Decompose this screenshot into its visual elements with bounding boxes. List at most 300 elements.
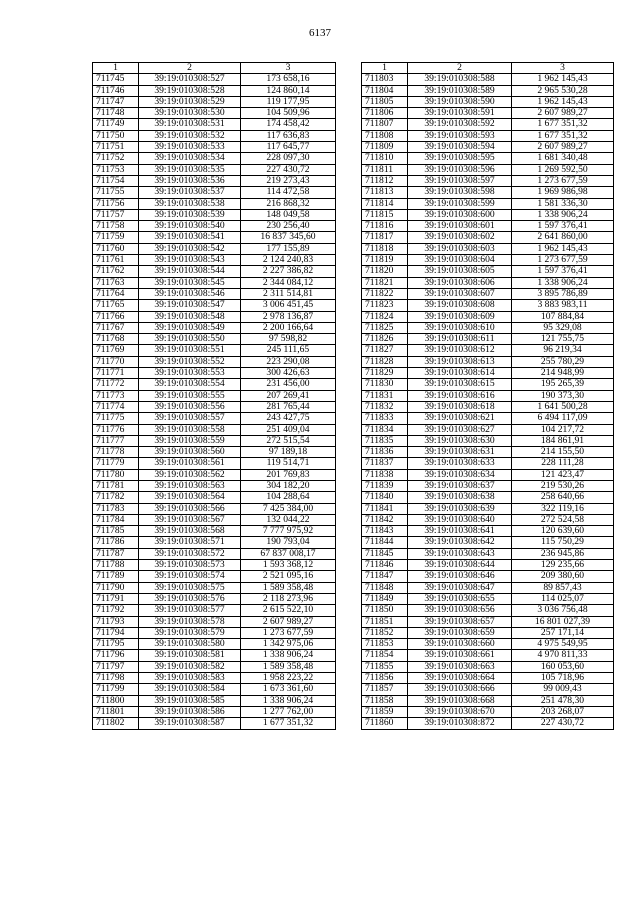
cadastral-number-cell: 39:19:010308:535 — [139, 164, 241, 175]
cadastral-number-cell: 39:19:010308:614 — [408, 368, 512, 379]
cadastral-number-cell: 39:19:010308:659 — [408, 627, 512, 638]
page-number: 6137 — [309, 27, 331, 39]
table-row — [362, 492, 614, 503]
table-row — [362, 311, 614, 322]
value-cell: 1 338 906,24 — [512, 209, 614, 220]
table-row — [93, 469, 336, 480]
value-cell: 1 273 677,59 — [512, 255, 614, 266]
table-row — [93, 266, 336, 277]
table-row — [93, 514, 336, 525]
value-cell: 251 409,04 — [241, 424, 336, 435]
row-number-cell: 711838 — [362, 469, 408, 480]
cadastral-number-cell: 39:19:010308:602 — [408, 232, 512, 243]
value-cell: 219 273,43 — [241, 175, 336, 186]
cadastral-number-cell: 39:19:010308:639 — [408, 503, 512, 514]
cadastral-number-cell: 39:19:010308:582 — [139, 661, 241, 672]
value-cell: 119 177,95 — [241, 96, 336, 107]
value-cell: 4 975 549,95 — [512, 639, 614, 650]
table-row — [362, 695, 614, 706]
cadastral-number-cell: 39:19:010308:610 — [408, 322, 512, 333]
table-row — [93, 277, 336, 288]
value-cell: 97 189,18 — [241, 447, 336, 458]
value-cell: 1 277 762,00 — [241, 706, 336, 717]
table-row — [93, 74, 336, 85]
table-row — [93, 221, 336, 232]
table-row — [93, 187, 336, 198]
table-row — [93, 255, 336, 266]
cadastral-number-cell: 39:19:010308:655 — [408, 593, 512, 604]
cadastral-number-cell: 39:19:010308:640 — [408, 514, 512, 525]
row-number-cell: 711820 — [362, 266, 408, 277]
value-cell: 148 049,58 — [241, 209, 336, 220]
value-cell: 201 769,83 — [241, 469, 336, 480]
value-cell: 132 044,22 — [241, 514, 336, 525]
row-number-cell: 711785 — [93, 526, 139, 537]
table-row — [93, 571, 336, 582]
value-cell: 272 524,58 — [512, 514, 614, 525]
table-row — [93, 548, 336, 559]
value-cell: 16 801 027,39 — [512, 616, 614, 627]
table-row — [93, 390, 336, 401]
row-number-cell: 711852 — [362, 627, 408, 638]
cadastral-number-cell: 39:19:010308:576 — [139, 593, 241, 604]
row-number-cell: 711745 — [93, 74, 139, 85]
value-cell: 105 718,96 — [512, 673, 614, 684]
table-row — [362, 560, 614, 571]
table-row — [362, 401, 614, 412]
cadastral-number-cell: 39:19:010308:542 — [139, 243, 241, 254]
cadastral-number-cell: 39:19:010308:663 — [408, 661, 512, 672]
cadastral-number-cell: 39:19:010308:670 — [408, 706, 512, 717]
row-number-cell: 711774 — [93, 401, 139, 412]
cadastral-number-cell: 39:19:010308:596 — [408, 164, 512, 175]
cadastral-number-cell: 39:19:010308:591 — [408, 108, 512, 119]
table-row — [362, 673, 614, 684]
cadastral-number-cell: 39:19:010308:587 — [139, 718, 241, 729]
row-number-cell: 711788 — [93, 560, 139, 571]
column-header: 3 — [512, 63, 614, 74]
value-cell: 129 235,66 — [512, 560, 614, 571]
row-number-cell: 711840 — [362, 492, 408, 503]
table-row — [93, 684, 336, 695]
table-row — [362, 379, 614, 390]
table-row — [362, 334, 614, 345]
row-number-cell: 711787 — [93, 548, 139, 559]
table-row — [93, 356, 336, 367]
table-row — [362, 96, 614, 107]
table-row — [362, 718, 614, 729]
value-cell: 245 111,65 — [241, 345, 336, 356]
cadastral-number-cell: 39:19:010308:584 — [139, 684, 241, 695]
row-number-cell: 711850 — [362, 605, 408, 616]
value-cell: 216 868,32 — [241, 198, 336, 209]
row-number-cell: 711777 — [93, 435, 139, 446]
row-number-cell: 711822 — [362, 288, 408, 299]
value-cell: 236 945,86 — [512, 548, 614, 559]
cadastral-number-cell: 39:19:010308:644 — [408, 560, 512, 571]
table-row — [362, 526, 614, 537]
value-cell: 119 514,71 — [241, 458, 336, 469]
cadastral-number-cell: 39:19:010308:666 — [408, 684, 512, 695]
cadastral-number-cell: 39:19:010308:534 — [139, 153, 241, 164]
cadastral-number-cell: 39:19:010308:588 — [408, 74, 512, 85]
value-cell: 2 311 514,81 — [241, 288, 336, 299]
row-number-cell: 711841 — [362, 503, 408, 514]
cadastral-number-cell: 39:19:010308:605 — [408, 266, 512, 277]
cadastral-number-cell: 39:19:010308:638 — [408, 492, 512, 503]
row-number-cell: 711846 — [362, 560, 408, 571]
value-cell: 190 793,04 — [241, 537, 336, 548]
table-row — [362, 187, 614, 198]
row-number-cell: 711799 — [93, 684, 139, 695]
row-number-cell: 711814 — [362, 198, 408, 209]
cadastral-number-cell: 39:19:010308:554 — [139, 379, 241, 390]
cadastral-number-cell: 39:19:010308:579 — [139, 627, 241, 638]
table-row — [93, 435, 336, 446]
row-number-cell: 711809 — [362, 142, 408, 153]
value-cell: 223 290,08 — [241, 356, 336, 367]
row-number-cell: 711805 — [362, 96, 408, 107]
table-row — [362, 368, 614, 379]
table-row — [362, 548, 614, 559]
row-number-cell: 711778 — [93, 447, 139, 458]
cadastral-number-cell: 39:19:010308:540 — [139, 221, 241, 232]
row-number-cell: 711766 — [93, 311, 139, 322]
value-cell: 3 883 983,11 — [512, 300, 614, 311]
row-number-cell: 711811 — [362, 164, 408, 175]
value-cell: 228 111,28 — [512, 458, 614, 469]
cadastral-number-cell: 39:19:010308:657 — [408, 616, 512, 627]
row-number-cell: 711781 — [93, 480, 139, 491]
table-row — [362, 413, 614, 424]
cadastral-number-cell: 39:19:010308:558 — [139, 424, 241, 435]
row-number-cell: 711823 — [362, 300, 408, 311]
table-row — [362, 74, 614, 85]
value-cell: 1 962 145,43 — [512, 243, 614, 254]
value-cell: 6 494 117,09 — [512, 413, 614, 424]
value-cell: 177 155,89 — [241, 243, 336, 254]
row-number-cell: 711756 — [93, 198, 139, 209]
row-number-cell: 711826 — [362, 334, 408, 345]
row-number-cell: 711773 — [93, 390, 139, 401]
row-number-cell: 711764 — [93, 288, 139, 299]
row-number-cell: 711825 — [362, 322, 408, 333]
table-row — [362, 255, 614, 266]
cadastral-number-cell: 39:19:010308:531 — [139, 119, 241, 130]
value-cell: 243 427,75 — [241, 413, 336, 424]
value-cell: 117 645,77 — [241, 142, 336, 153]
cadastral-number-cell: 39:19:010308:592 — [408, 119, 512, 130]
value-cell: 322 119,16 — [512, 503, 614, 514]
row-number-cell: 711819 — [362, 255, 408, 266]
table-row — [362, 300, 614, 311]
row-number-cell: 711828 — [362, 356, 408, 367]
cadastral-number-cell: 39:19:010308:634 — [408, 469, 512, 480]
value-cell: 227 430,72 — [241, 164, 336, 175]
table-row — [362, 639, 614, 650]
row-number-cell: 711803 — [362, 74, 408, 85]
cadastral-number-cell: 39:19:010308:580 — [139, 639, 241, 650]
cadastral-number-cell: 39:19:010308:594 — [408, 142, 512, 153]
value-cell: 107 884,84 — [512, 311, 614, 322]
table-row — [362, 288, 614, 299]
value-cell: 120 639,60 — [512, 526, 614, 537]
value-cell: 121 755,75 — [512, 334, 614, 345]
cadastral-number-cell: 39:19:010308:552 — [139, 356, 241, 367]
row-number-cell: 711794 — [93, 627, 139, 638]
value-cell: 1 673 361,60 — [241, 684, 336, 695]
value-cell: 1 677 351,32 — [241, 718, 336, 729]
table-row — [93, 706, 336, 717]
cadastral-number-cell: 39:19:010308:560 — [139, 447, 241, 458]
row-number-cell: 711762 — [93, 266, 139, 277]
row-number-cell: 711817 — [362, 232, 408, 243]
cadastral-number-cell: 39:19:010308:574 — [139, 571, 241, 582]
value-cell: 2 521 095,16 — [241, 571, 336, 582]
row-number-cell: 711789 — [93, 571, 139, 582]
value-cell: 1 273 677,59 — [241, 627, 336, 638]
row-number-cell: 711858 — [362, 695, 408, 706]
row-number-cell: 711843 — [362, 526, 408, 537]
cadastral-number-cell: 39:19:010308:586 — [139, 706, 241, 717]
row-number-cell: 711772 — [93, 379, 139, 390]
cadastral-number-cell: 39:19:010308:563 — [139, 480, 241, 491]
cadastral-number-cell: 39:19:010308:577 — [139, 605, 241, 616]
table-row — [362, 616, 614, 627]
cadastral-number-cell: 39:19:010308:661 — [408, 650, 512, 661]
cadastral-number-cell: 39:19:010308:528 — [139, 85, 241, 96]
table-row — [93, 198, 336, 209]
table-row — [93, 718, 336, 729]
cadastral-number-cell: 39:19:010308:631 — [408, 447, 512, 458]
row-number-cell: 711844 — [362, 537, 408, 548]
row-number-cell: 711801 — [93, 706, 139, 717]
cadastral-number-cell: 39:19:010308:647 — [408, 582, 512, 593]
table-row — [93, 537, 336, 548]
row-number-cell: 711856 — [362, 673, 408, 684]
row-number-cell: 711859 — [362, 706, 408, 717]
cadastral-number-cell: 39:19:010308:643 — [408, 548, 512, 559]
column-header: 2 — [408, 63, 512, 74]
column-header: 3 — [241, 63, 336, 74]
cadastral-number-cell: 39:19:010308:664 — [408, 673, 512, 684]
row-number-cell: 711770 — [93, 356, 139, 367]
table-row — [93, 480, 336, 491]
cadastral-number-cell: 39:19:010308:583 — [139, 673, 241, 684]
cadastral-number-cell: 39:19:010308:567 — [139, 514, 241, 525]
row-number-cell: 711854 — [362, 650, 408, 661]
value-cell: 1 338 906,24 — [241, 650, 336, 661]
cadastral-number-cell: 39:19:010308:599 — [408, 198, 512, 209]
cadastral-number-cell: 39:19:010308:593 — [408, 130, 512, 141]
row-number-cell: 711790 — [93, 582, 139, 593]
table-row — [93, 243, 336, 254]
value-cell: 258 640,66 — [512, 492, 614, 503]
cadastral-number-cell: 39:19:010308:660 — [408, 639, 512, 650]
cadastral-number-cell: 39:19:010308:613 — [408, 356, 512, 367]
cadastral-number-cell: 39:19:010308:598 — [408, 187, 512, 198]
value-cell: 1 269 592,50 — [512, 164, 614, 175]
row-number-cell: 711816 — [362, 221, 408, 232]
value-cell: 214 155,50 — [512, 447, 614, 458]
value-cell: 96 219,34 — [512, 345, 614, 356]
table-row — [93, 650, 336, 661]
cadastral-number-cell: 39:19:010308:533 — [139, 142, 241, 153]
column-header: 1 — [93, 63, 139, 74]
row-number-cell: 711746 — [93, 85, 139, 96]
value-cell: 231 456,00 — [241, 379, 336, 390]
cadastral-number-cell: 39:19:010308:571 — [139, 537, 241, 548]
table-row — [362, 435, 614, 446]
table-row — [362, 85, 614, 96]
table-row — [93, 582, 336, 593]
cadastral-number-cell: 39:19:010308:630 — [408, 435, 512, 446]
value-cell: 174 458,42 — [241, 119, 336, 130]
table-row — [362, 650, 614, 661]
table-header-row — [93, 63, 336, 74]
table-row — [362, 458, 614, 469]
table-row — [93, 424, 336, 435]
cadastral-number-cell: 39:19:010308:555 — [139, 390, 241, 401]
value-cell: 104 288,64 — [241, 492, 336, 503]
table-row — [362, 345, 614, 356]
value-cell: 7 777 975,92 — [241, 526, 336, 537]
cadastral-number-cell: 39:19:010308:564 — [139, 492, 241, 503]
cadastral-number-cell: 39:19:010308:566 — [139, 503, 241, 514]
value-cell: 1 958 223,22 — [241, 673, 336, 684]
table-row — [93, 492, 336, 503]
table-row — [93, 639, 336, 650]
table-row — [93, 153, 336, 164]
row-number-cell: 711836 — [362, 447, 408, 458]
value-cell: 114 025,07 — [512, 593, 614, 604]
cadastral-number-cell: 39:19:010308:616 — [408, 390, 512, 401]
value-cell: 1 962 145,43 — [512, 96, 614, 107]
row-number-cell: 711779 — [93, 458, 139, 469]
value-cell: 195 265,39 — [512, 379, 614, 390]
row-number-cell: 711771 — [93, 368, 139, 379]
cadastral-number-cell: 39:19:010308:572 — [139, 548, 241, 559]
cadastral-number-cell: 39:19:010308:601 — [408, 221, 512, 232]
table-row — [93, 232, 336, 243]
value-cell: 160 053,60 — [512, 661, 614, 672]
cadastral-number-cell: 39:19:010308:607 — [408, 288, 512, 299]
value-cell: 7 425 384,00 — [241, 503, 336, 514]
table-row — [93, 413, 336, 424]
row-number-cell: 711834 — [362, 424, 408, 435]
cadastral-number-cell: 39:19:010308:633 — [408, 458, 512, 469]
cadastral-number-cell: 39:19:010308:585 — [139, 695, 241, 706]
cadastral-number-cell: 39:19:010308:561 — [139, 458, 241, 469]
value-cell: 2 227 386,82 — [241, 266, 336, 277]
row-number-cell: 711848 — [362, 582, 408, 593]
table-row — [93, 142, 336, 153]
table-row — [93, 130, 336, 141]
value-cell: 95 329,08 — [512, 322, 614, 333]
table-row — [93, 311, 336, 322]
table-row — [93, 164, 336, 175]
value-cell: 16 837 345,60 — [241, 232, 336, 243]
row-number-cell: 711827 — [362, 345, 408, 356]
value-cell: 2 615 522,10 — [241, 605, 336, 616]
table-row — [362, 119, 614, 130]
row-number-cell: 711802 — [93, 718, 139, 729]
column-header: 1 — [362, 63, 408, 74]
value-cell: 121 423,47 — [512, 469, 614, 480]
value-cell: 1 589 358,48 — [241, 661, 336, 672]
row-number-cell: 711782 — [93, 492, 139, 503]
value-cell: 1 677 351,32 — [512, 119, 614, 130]
value-cell: 300 426,63 — [241, 368, 336, 379]
row-number-cell: 711769 — [93, 345, 139, 356]
cadastral-number-cell: 39:19:010308:527 — [139, 74, 241, 85]
row-number-cell: 711760 — [93, 243, 139, 254]
cadastral-number-cell: 39:19:010308:556 — [139, 401, 241, 412]
cadastral-number-cell: 39:19:010308:612 — [408, 345, 512, 356]
table-row — [362, 605, 614, 616]
table-row — [93, 627, 336, 638]
value-cell: 251 478,30 — [512, 695, 614, 706]
cadastral-number-cell: 39:19:010308:646 — [408, 571, 512, 582]
value-cell: 304 182,20 — [241, 480, 336, 491]
value-cell: 1 338 906,24 — [241, 695, 336, 706]
cadastral-number-cell: 39:19:010308:549 — [139, 322, 241, 333]
table-row — [362, 627, 614, 638]
row-number-cell: 711804 — [362, 85, 408, 96]
column-header: 2 — [139, 63, 241, 74]
table-row — [362, 130, 614, 141]
cadastral-number-cell: 39:19:010308:546 — [139, 288, 241, 299]
value-cell: 1 677 351,32 — [512, 130, 614, 141]
row-number-cell: 711765 — [93, 300, 139, 311]
row-number-cell: 711749 — [93, 119, 139, 130]
row-number-cell: 711810 — [362, 153, 408, 164]
table-row — [93, 379, 336, 390]
cadastral-number-cell: 39:19:010308:575 — [139, 582, 241, 593]
row-number-cell: 711795 — [93, 639, 139, 650]
table-row — [93, 695, 336, 706]
value-cell: 97 598,82 — [241, 334, 336, 345]
table-row — [362, 108, 614, 119]
table-row — [93, 108, 336, 119]
cadastral-number-cell: 39:19:010308:641 — [408, 526, 512, 537]
table-row — [93, 96, 336, 107]
value-cell: 1 681 340,48 — [512, 153, 614, 164]
value-cell: 272 515,54 — [241, 435, 336, 446]
row-number-cell: 711831 — [362, 390, 408, 401]
cadastral-number-cell: 39:19:010308:538 — [139, 198, 241, 209]
table-row — [362, 164, 614, 175]
row-number-cell: 711851 — [362, 616, 408, 627]
value-cell: 2 118 273,96 — [241, 593, 336, 604]
row-number-cell: 711796 — [93, 650, 139, 661]
value-cell: 117 636,83 — [241, 130, 336, 141]
value-cell: 1 962 145,43 — [512, 74, 614, 85]
row-number-cell: 711758 — [93, 221, 139, 232]
table-row — [93, 401, 336, 412]
row-number-cell: 711754 — [93, 175, 139, 186]
row-number-cell: 711767 — [93, 322, 139, 333]
value-cell: 2 607 989,27 — [512, 142, 614, 153]
cadastral-number-cell: 39:19:010308:590 — [408, 96, 512, 107]
cadastral-number-cell: 39:19:010308:642 — [408, 537, 512, 548]
cadastral-number-cell: 39:19:010308:611 — [408, 334, 512, 345]
table-row — [362, 221, 614, 232]
table-row — [362, 593, 614, 604]
table-row — [93, 345, 336, 356]
value-cell: 190 373,30 — [512, 390, 614, 401]
table-row — [93, 175, 336, 186]
